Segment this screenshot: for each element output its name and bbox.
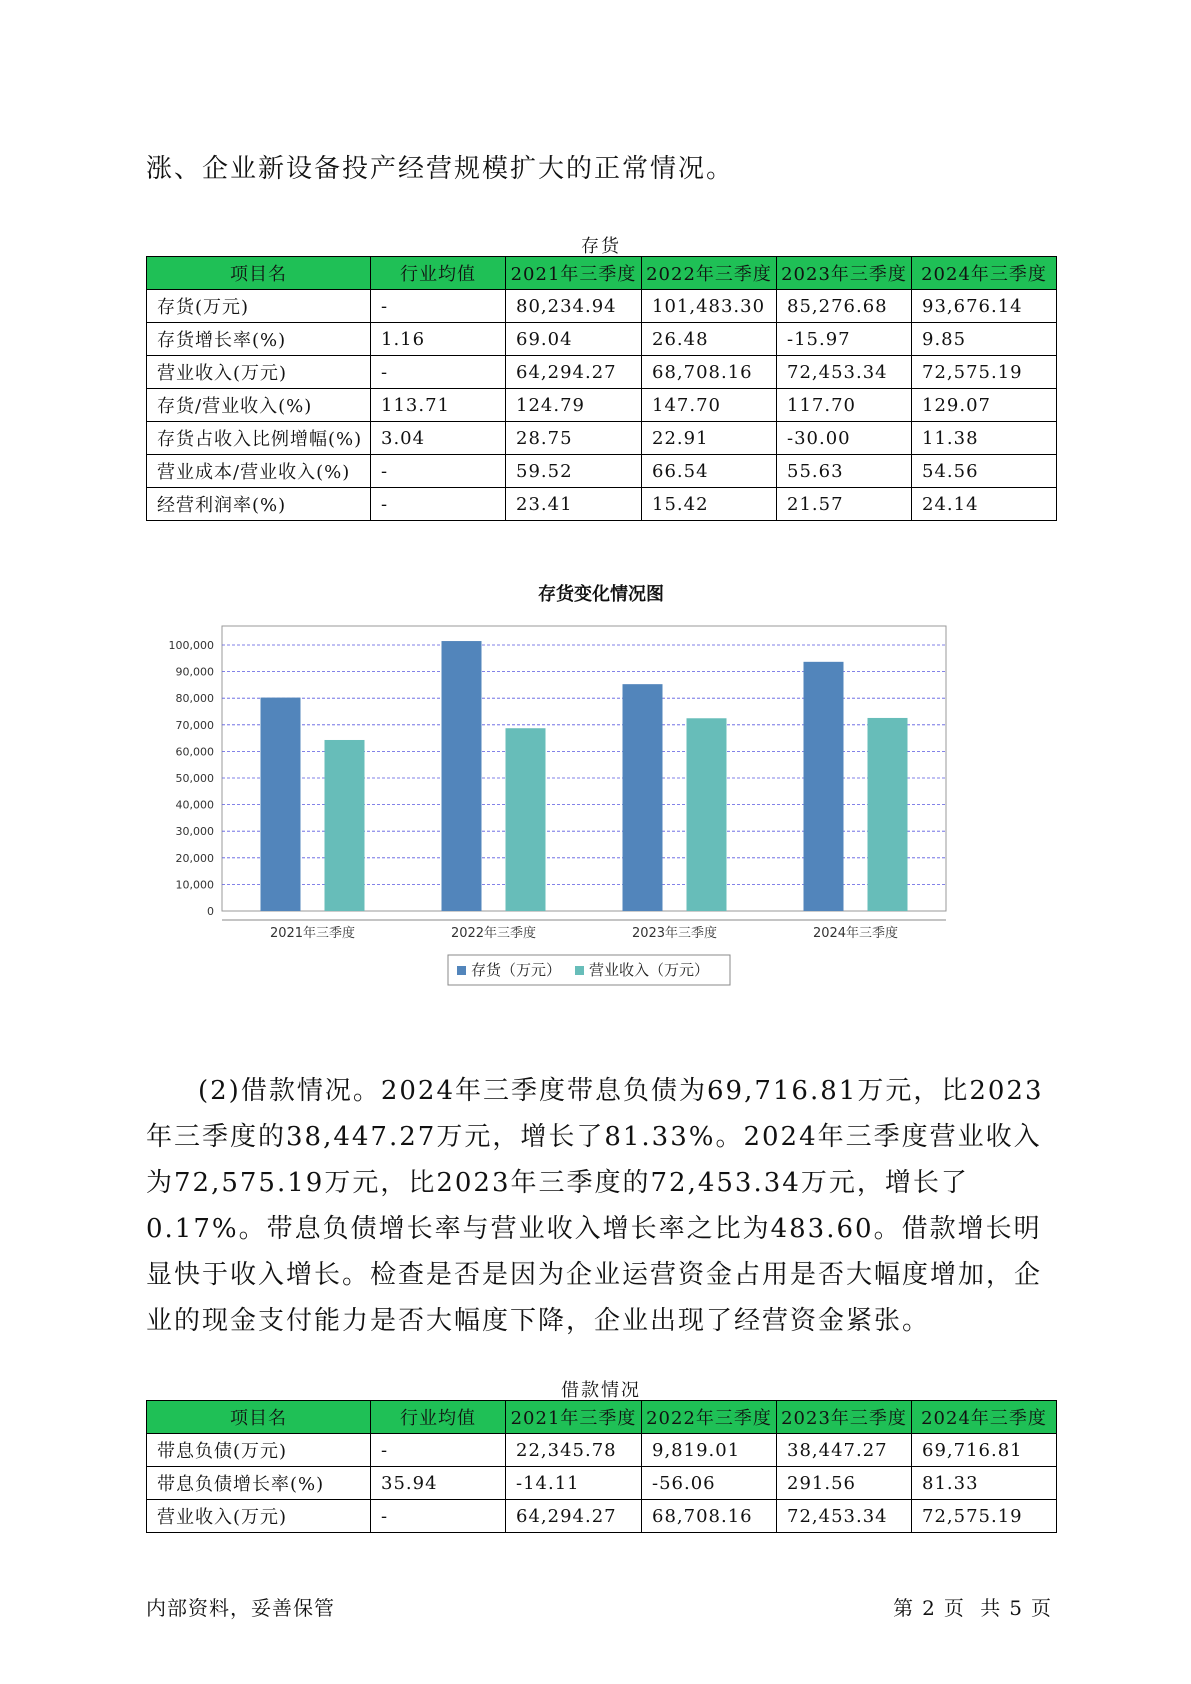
table-cell: 93,676.14: [912, 290, 1057, 323]
table-cell: 21.57: [777, 488, 912, 521]
table-cell: 64,294.27: [506, 356, 642, 389]
table-cell: 22,345.78: [506, 1434, 642, 1467]
table-cell: 1.16: [371, 323, 506, 356]
footer-page-number: [889, 1592, 1056, 1621]
table-row: [147, 1467, 1057, 1500]
row-label: 营业收入(万元): [147, 1500, 371, 1533]
row-label: 带息负债(万元): [147, 1434, 371, 1467]
table-cell: 54.56: [912, 455, 1057, 488]
column-header: 行业均值: [371, 257, 506, 290]
table-cell: 28.75: [506, 422, 642, 455]
table2-caption: 借款情况: [561, 1380, 641, 1401]
table-cell: 9.85: [912, 323, 1057, 356]
bar-inventory: [442, 641, 482, 911]
table-cell: -: [371, 488, 506, 521]
table-cell: 72,575.19: [912, 356, 1057, 389]
footer-page-prefix: 第: [893, 1596, 915, 1620]
table-cell: 113.71: [371, 389, 506, 422]
table-row: [147, 488, 1057, 521]
column-header: 2022年三季度: [642, 257, 777, 290]
row-label: 带息负债增长率(%): [147, 1467, 371, 1500]
table-cell: 35.94: [371, 1467, 506, 1500]
table-cell: 80,234.94: [506, 290, 642, 323]
row-label: 存货(万元): [147, 290, 371, 323]
table-cell: 291.56: [777, 1467, 912, 1500]
x-tick-label: 2022年三季度: [450, 926, 537, 941]
y-tick-label: 20,000: [175, 851, 214, 865]
y-tick-label: 40,000: [175, 798, 214, 812]
table-cell: 69.04: [506, 323, 642, 356]
table-cell: 72,575.19: [912, 1500, 1057, 1533]
table-row: [147, 356, 1057, 389]
inventory-bar-chart: [146, 610, 1056, 1030]
table-cell: -30.00: [777, 422, 912, 455]
table-cell: 38,447.27: [777, 1434, 912, 1467]
bar-inventory: [623, 684, 663, 911]
column-header: 2021年三季度: [506, 1401, 642, 1434]
table-cell: 72,453.34: [777, 1500, 912, 1533]
table-cell: 24.14: [912, 488, 1057, 521]
table1-caption: 存货: [581, 236, 621, 257]
table-cell: -: [371, 455, 506, 488]
bar-inventory: [804, 662, 844, 911]
table-header-row: [147, 1401, 1057, 1434]
bar-revenue: [687, 718, 727, 911]
footer-page-mid: 页: [943, 1596, 965, 1620]
table-cell: -: [371, 1500, 506, 1533]
table-row: [147, 1434, 1057, 1467]
column-header: 2024年三季度: [912, 257, 1057, 290]
table-cell: 68,708.16: [642, 356, 777, 389]
legend-swatch: [575, 966, 584, 975]
table-cell: 124.79: [506, 389, 642, 422]
row-label: 存货/营业收入(%): [147, 389, 371, 422]
table-cell: -: [371, 356, 506, 389]
column-header: 2021年三季度: [506, 257, 642, 290]
footer-confidential: 内部资料，妥善保管: [146, 1596, 335, 1620]
y-tick-label: 70,000: [175, 718, 214, 732]
row-label: 营业成本/营业收入(%): [147, 455, 371, 488]
table-cell: 55.63: [777, 455, 912, 488]
borrowing-table: [146, 1400, 1057, 1533]
x-tick-label: 2024年三季度: [812, 926, 899, 941]
table-cell: 66.54: [642, 455, 777, 488]
y-tick-label: 30,000: [175, 825, 214, 839]
legend-label: 营业收入（万元）: [589, 961, 710, 979]
paragraph-borrowing-text: (2)借款情况。2024年三季度带息负债为69,716.81万元，比2023年三季度的38,447.27万元，增长了81.33%。2024年三季度营业收入为72,575.19万元，比2023年三季度的72,453.34万元，增长了0.17%。带息负债增长率与营业收入增长率之比为483.60。借款增长明显快于收入增长。检查是否是因为企业运营资金占用是否大幅度增加，企业的现金支付能力是否大幅度下降，企业出现了经营资金紧张。: [146, 1076, 1044, 1336]
column-header: 项目名: [147, 257, 371, 290]
table-cell: -56.06: [642, 1467, 777, 1500]
table-cell: 117.70: [777, 389, 912, 422]
column-header: 项目名: [147, 1401, 371, 1434]
column-header: 2024年三季度: [912, 1401, 1057, 1434]
bar-revenue: [325, 740, 365, 911]
table-cell: 129.07: [912, 389, 1057, 422]
chart-title: 存货变化情况图: [538, 584, 664, 605]
y-tick-label: 0: [207, 905, 214, 918]
table-cell: -14.11: [506, 1467, 642, 1500]
table-cell: -15.97: [777, 323, 912, 356]
table-cell: 147.70: [642, 389, 777, 422]
x-tick-label: 2021年三季度: [269, 926, 356, 941]
table-cell: 85,276.68: [777, 290, 912, 323]
footer-total-pages: 5: [1009, 1596, 1023, 1620]
y-tick-label: 50,000: [175, 772, 214, 785]
table-cell: 59.52: [506, 455, 642, 488]
y-tick-label: 10,000: [175, 878, 214, 892]
row-label: 存货占收入比例增幅(%): [147, 422, 371, 455]
table-cell: 9,819.01: [642, 1434, 777, 1467]
row-label: 营业收入(万元): [147, 356, 371, 389]
table-cell: 69,716.81: [912, 1434, 1057, 1467]
y-tick-label: 80,000: [175, 692, 214, 706]
table-cell: 26.48: [642, 323, 777, 356]
inventory-table: [146, 256, 1057, 521]
table-row: [147, 422, 1057, 455]
footer-total-prefix: 共: [980, 1596, 1002, 1620]
column-header: 2022年三季度: [642, 1401, 777, 1434]
column-header: 2023年三季度: [777, 1401, 912, 1434]
table-header-row: [147, 257, 1057, 290]
table-cell: -: [371, 1434, 506, 1467]
table-cell: 64,294.27: [506, 1500, 642, 1533]
table-cell: 11.38: [912, 422, 1057, 455]
table-cell: 15.42: [642, 488, 777, 521]
bar-inventory: [261, 698, 301, 911]
row-label: 经营利润率(%): [147, 488, 371, 521]
table-row: [147, 1500, 1057, 1533]
y-tick-label: 100,000: [168, 639, 214, 652]
y-tick-label: 60,000: [175, 745, 214, 759]
x-tick-label: 2023年三季度: [631, 926, 718, 941]
footer-total-suffix: 页: [1031, 1596, 1052, 1620]
footer-current-page: 2: [922, 1596, 936, 1620]
paragraph-continuation: 涨、企业新设备投产经营规模扩大的正常情况。: [146, 154, 735, 184]
table-cell: 81.33: [912, 1467, 1057, 1500]
table-row: [147, 290, 1057, 323]
table-cell: -: [371, 290, 506, 323]
table-cell: 101,483.30: [642, 290, 777, 323]
row-label: 存货增长率(%): [147, 323, 371, 356]
paragraph-borrowing: [146, 1068, 1056, 1344]
column-header: 行业均值: [371, 1401, 506, 1434]
column-header: 2023年三季度: [777, 257, 912, 290]
table-row: [147, 323, 1057, 356]
table-row: [147, 389, 1057, 422]
table-row: [147, 455, 1057, 488]
table-cell: 22.91: [642, 422, 777, 455]
table-cell: 68,708.16: [642, 1500, 777, 1533]
y-tick-label: 90,000: [175, 665, 214, 679]
legend-swatch: [457, 966, 466, 975]
bar-revenue: [868, 718, 908, 911]
legend-label: 存货（万元）: [471, 961, 562, 979]
table-cell: 3.04: [371, 422, 506, 455]
bar-revenue: [506, 728, 546, 911]
table-cell: 23.41: [506, 488, 642, 521]
table-cell: 72,453.34: [777, 356, 912, 389]
